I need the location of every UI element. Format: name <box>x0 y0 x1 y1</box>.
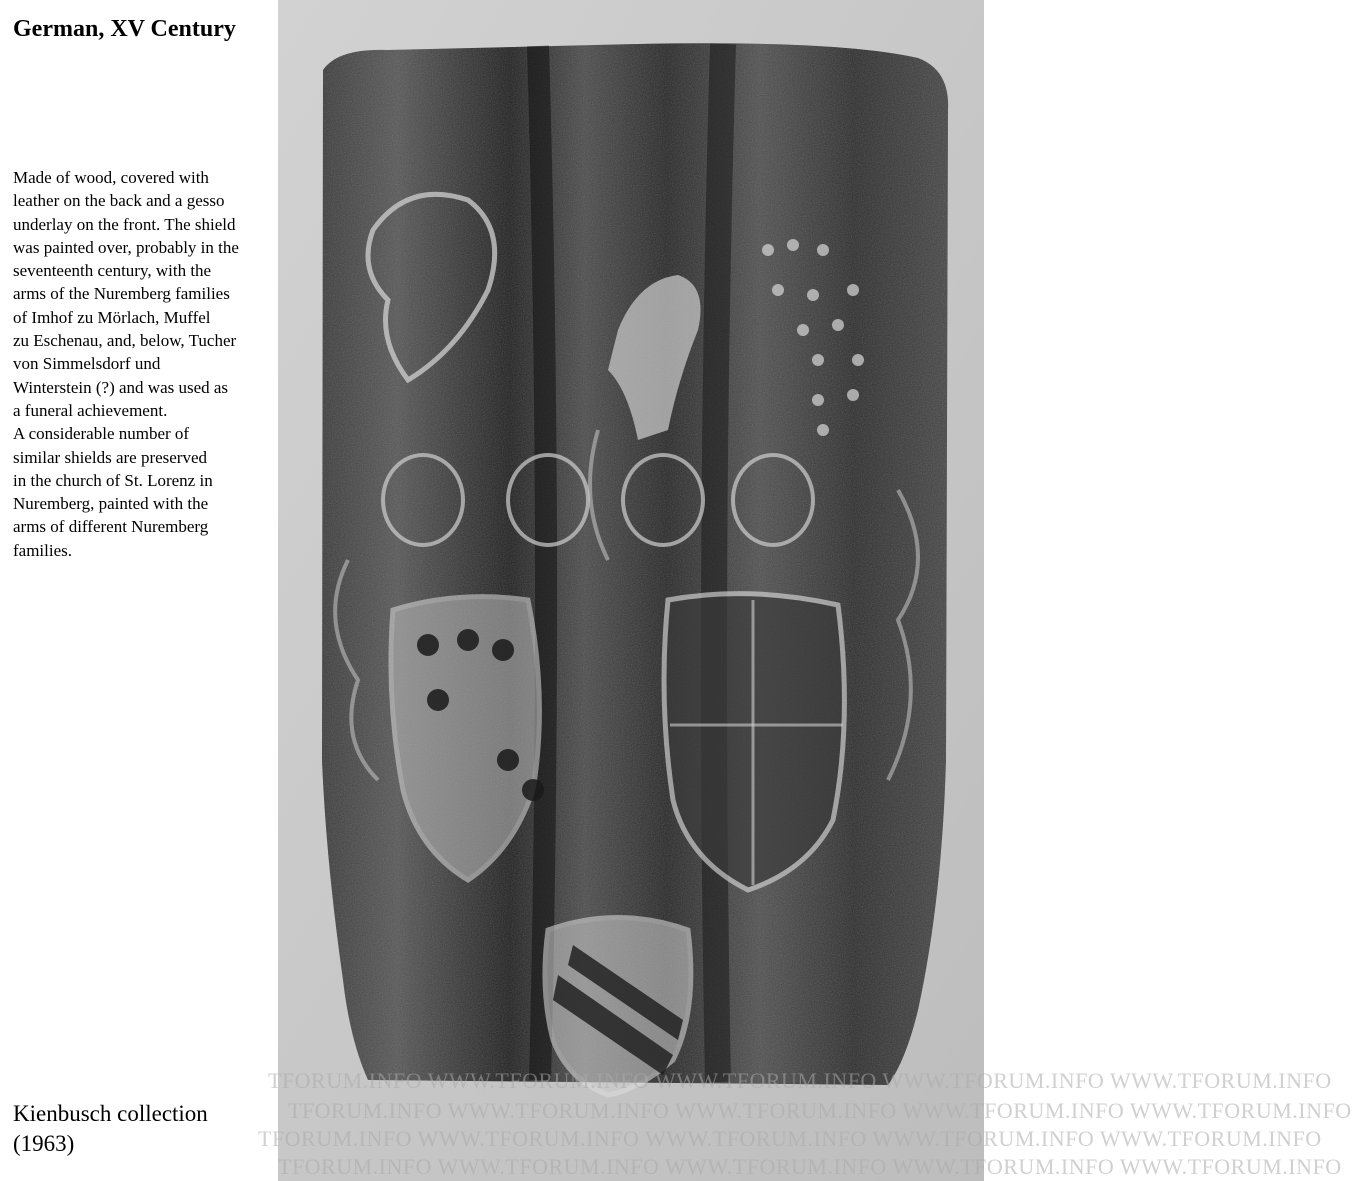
description-line: A considerable number of <box>13 424 190 444</box>
description-line: Winterstein (?) and was used as <box>13 377 229 397</box>
shield-rib <box>714 44 723 1082</box>
watermark-line: TFORUM.INFO WWW.TFORUM.INFO WWW.TFORUM.INFO WWW.TFORUM.INFO WWW.TFORUM.INFO <box>258 1126 1322 1151</box>
caption-line-collection: Kienbusch collection <box>13 1101 208 1126</box>
description-line: arms of different Nuremberg <box>13 517 209 537</box>
watermark-line: TFORUM.INFO WWW.TFORUM.INFO WWW.TFORUM.INFO WWW.TFORUM.INFO WWW.TFORUM.INFO <box>268 1068 1332 1093</box>
description-line: seventeenth century, with the <box>13 261 212 281</box>
shield-rib <box>538 46 546 1080</box>
text-column <box>0 0 278 1181</box>
shield-illustration <box>278 0 984 1181</box>
description-line: a funeral achievement. <box>13 400 168 420</box>
description-line: similar shields are preserved <box>13 447 208 467</box>
watermark-line: TFORUM.INFO WWW.TFORUM.INFO WWW.TFORUM.INFO WWW.TFORUM.INFO WWW.TFORUM.INFO <box>288 1098 1352 1123</box>
collection-caption <box>13 1099 208 1159</box>
page-title: German, XV Century <box>13 16 236 42</box>
watermark-line: TFORUM.INFO WWW.TFORUM.INFO WWW.TFORUM.INFO WWW.TFORUM.INFO WWW.TFORUM.INFO <box>278 1154 1342 1179</box>
description-line: von Simmelsdorf und <box>13 354 161 374</box>
description-line: of Imhof zu Mörlach, Muffel <box>13 307 211 327</box>
description-line: Made of wood, covered with <box>13 168 209 187</box>
description-line: zu Eschenau, and, below, Tucher <box>13 331 237 351</box>
description-line: in the church of St. Lorenz in <box>13 470 213 490</box>
description-text <box>13 166 275 562</box>
description-line: leather on the back and a gesso <box>13 191 225 211</box>
shield-photograph <box>258 0 1352 1181</box>
description-line: Nuremberg, painted with the <box>13 494 209 514</box>
description-line: arms of the Nuremberg families <box>13 284 230 304</box>
caption-line-year: (1963) <box>13 1131 75 1156</box>
description-line: underlay on the front. The shield <box>13 214 236 234</box>
description-line: was painted over, probably in the <box>13 237 239 257</box>
description-line: families. <box>13 540 73 560</box>
